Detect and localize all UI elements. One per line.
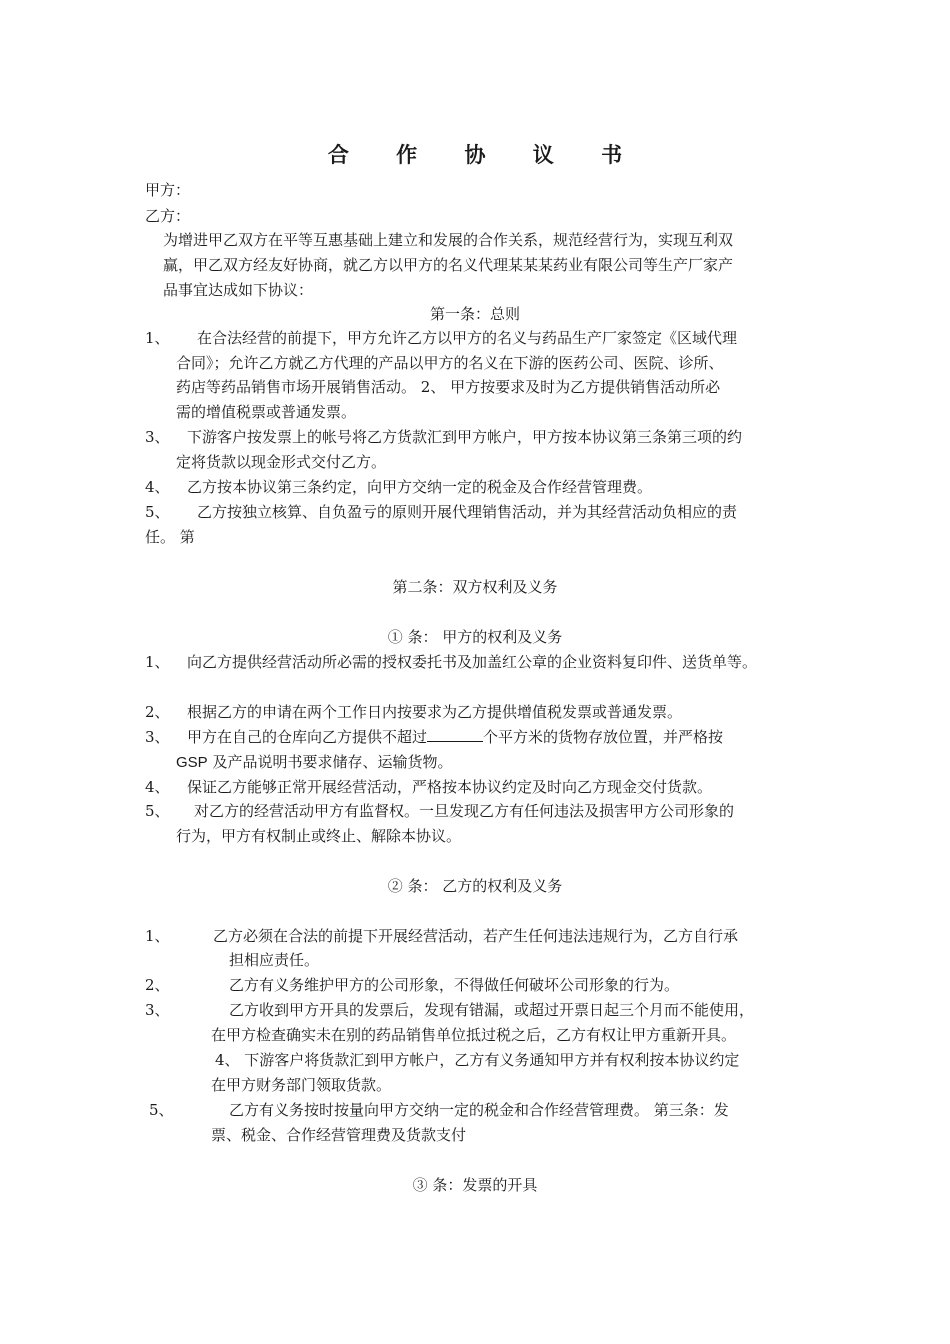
a2s1-item-2-number: 2、 — [145, 703, 170, 721]
a2s1-item-3-line-1 — [187, 727, 723, 747]
article-2-heading: 第二条：双方权利及义务 — [392, 578, 558, 596]
a2s1-item-2-line-1: 根据乙方的申请在两个工作日内按要求为乙方提供增值税发票或普通发票。 — [187, 703, 683, 721]
document-title: 合 作 协 议 书 — [327, 142, 643, 167]
a1-item-3-number: 3、 — [145, 428, 170, 446]
article-2-sub-2-heading: ② 条： 乙方的权利及义务 — [387, 877, 563, 895]
a2s2-item-3-number: 3、 — [145, 1001, 170, 1019]
article-3-sub-1-heading: ③ 条：发票的开具 — [412, 1176, 538, 1194]
gsp-text: GSP — [176, 754, 208, 771]
a2s2-item-3-line-1: 乙方收到甲方开具的发票后，发现有错漏，或超过开票日起三个月而不能使用， — [229, 1001, 755, 1019]
a2s2-item-3-line-3: 4、 下游客户将货款汇到甲方帐户，乙方有义务通知甲方并有权利按本协议约定 — [215, 1051, 740, 1069]
a1-item-4-number: 4、 — [145, 478, 170, 496]
a2s2-item-1-line-2: 担相应责任。 — [229, 951, 320, 969]
a1-item-5-number: 5、 — [145, 503, 170, 521]
fill-in-blank — [427, 727, 483, 742]
a2s1-item-3-number: 3、 — [145, 728, 170, 746]
intro-line-2: 赢，甲乙双方经友好协商，就乙方以甲方的名义代理某某某药业有限公司等生产厂家产 — [163, 256, 734, 274]
article-2-sub-1-heading: ① 条： 甲方的权利及义务 — [387, 628, 563, 646]
a2s1-item-5-number: 5、 — [145, 802, 170, 820]
a1-item-1-line-3: 药店等药品销售市场开展销售活动。 2、 甲方按要求及时为乙方提供销售活动所必 — [176, 378, 721, 396]
a2s1-item-3-line-2 — [176, 752, 452, 773]
a2s2-item-2-line-1: 乙方有义务维护甲方的公司形象，不得做任何破坏公司形象的行为。 — [229, 976, 680, 994]
a2s1-item-3-line-2-rest: 及产品说明书要求储存、运输货物。 — [207, 753, 453, 771]
a2s2-item-1-line-1: 乙方必须在合法的前提下开展经营活动，若产生任何违法违规行为，乙方自行承 — [213, 927, 739, 945]
a2s1-item-3-text-before-blank: 甲方在自己的仓库向乙方提供不超过 — [187, 728, 428, 746]
a2s2-item-3-line-2: 在甲方检查确实未在别的药品销售单位抵过税之后，乙方有权让甲方重新开具。 — [211, 1026, 737, 1044]
a1-item-3-line-2: 定将货款以现金形式交付乙方。 — [176, 453, 387, 471]
a2s2-item-1-number: 1、 — [145, 927, 170, 945]
party-a-label: 甲方： — [145, 181, 191, 199]
a2s2-item-5-number: 5、 — [149, 1101, 174, 1119]
a2s1-item-5-line-1: 对乙方的经营活动甲方有监督权。一旦发现乙方有任何违法及损害甲方公司形象的 — [194, 802, 735, 820]
a2s1-item-3-text-after-blank: 个平方米的货物存放位置，并严格按 — [483, 728, 724, 746]
intro-line-1: 为增进甲乙双方在平等互惠基础上建立和发展的合作关系，规范经营行为，实现互利双 — [163, 231, 734, 249]
a2s2-item-5-line-1: 乙方有义务按时按量向甲方交纳一定的税金和合作经营管理费。 第三条：发 — [229, 1101, 729, 1119]
a2s2-item-5-line-2: 票、税金、合作经营管理费及货款支付 — [211, 1126, 467, 1144]
a1-item-3-line-1: 下游客户按发票上的帐号将乙方货款汇到甲方帐户，甲方按本协议第三条第三项的约 — [187, 428, 743, 446]
a2s2-item-3-line-4: 在甲方财务部门领取货款。 — [211, 1076, 392, 1094]
a1-item-1-number: 1、 — [145, 329, 170, 347]
party-b-label: 乙方： — [145, 207, 191, 225]
a1-item-4-line-1: 乙方按本协议第三条约定，向甲方交纳一定的税金及合作经营管理费。 — [187, 478, 653, 496]
intro-line-3: 品事宜达成如下协议： — [163, 281, 314, 299]
a2s2-item-2-number: 2、 — [145, 976, 170, 994]
a1-item-5-line-1: 乙方按独立核算、自负盈亏的原则开展代理销售活动，并为其经营活动负相应的责 — [197, 503, 738, 521]
a2s1-item-5-line-2: 行为，甲方有权制止或终止、解除本协议。 — [176, 827, 462, 845]
a1-item-1-line-4: 需的增值税票或普通发票。 — [176, 403, 357, 421]
a1-item-1-line-2: 合同》；允许乙方就乙方代理的产品以甲方的名义在下游的医药公司、医院、诊所、 — [176, 354, 724, 372]
a2s1-item-4-number: 4、 — [145, 778, 170, 796]
a2s1-item-1-line-1: 向乙方提供经营活动所必需的授权委托书及加盖红公章的企业资料复印件、送货单等。 — [187, 653, 758, 671]
a1-item-5-line-2: 任。 第 — [145, 528, 195, 546]
article-1-heading: 第一条：总则 — [429, 305, 520, 323]
a2s1-item-4-line-1: 保证乙方能够正常开展经营活动，严格按本协议约定及时向乙方现金交付货款。 — [187, 778, 713, 796]
a2s1-item-1-number: 1、 — [145, 653, 170, 671]
a1-item-1-line-1: 在合法经营的前提下，甲方允许乙方以甲方的名义与药品生产厂家签定《区域代理 — [197, 329, 738, 347]
